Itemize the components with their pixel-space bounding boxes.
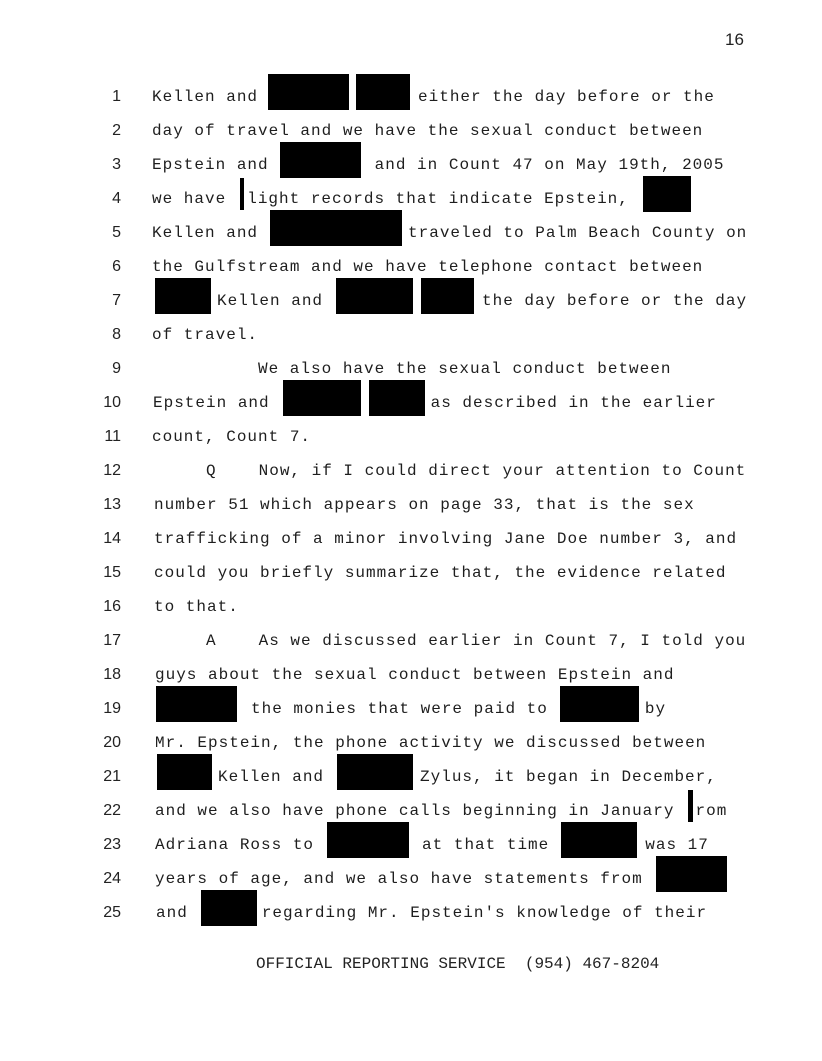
line-text-segment: years of age, and we also have statements from	[155, 870, 643, 888]
page-number: 16	[725, 30, 744, 49]
line-text	[152, 216, 747, 250]
transcript-line	[0, 488, 822, 522]
line-number: 8	[112, 326, 121, 343]
line-text-segment: Mr. Epstein, the phone activity we discussed between	[155, 734, 707, 752]
line-text-segment: Adriana Ross to	[155, 836, 315, 854]
line-text-segment: we have	[152, 190, 227, 208]
line-text	[152, 828, 709, 862]
line-text-segment: rom	[695, 802, 728, 820]
redaction-box	[201, 890, 257, 926]
transcript-line	[0, 692, 822, 726]
redaction-box	[356, 74, 410, 110]
redaction-box	[561, 822, 637, 858]
line-text	[152, 522, 737, 556]
transcript-line	[0, 760, 822, 794]
line-text	[152, 420, 311, 454]
transcript-line	[0, 80, 822, 114]
line-number: 13	[103, 496, 121, 513]
transcript-body	[0, 80, 822, 930]
line-text	[152, 556, 726, 590]
line-text-segment: regarding Mr. Epstein's knowledge of their	[261, 904, 708, 922]
line-text	[152, 896, 707, 930]
redaction-box	[157, 754, 212, 790]
line-text	[152, 726, 706, 760]
line-text-segment: at that time	[422, 836, 550, 854]
line-text-segment: guys about the sexual conduct between Epstein and	[155, 666, 675, 684]
line-text-segment: Kellen and	[217, 292, 324, 310]
redaction-box	[656, 856, 727, 892]
transcript-line	[0, 794, 822, 828]
line-text-segment: the day before or the day	[482, 292, 748, 310]
line-text-segment: Now, if I could direct your attention to Count	[258, 462, 747, 480]
line-number: 10	[103, 394, 121, 411]
line-text-segment: the monies that were paid to	[251, 700, 548, 718]
transcript-line	[0, 386, 822, 420]
speaker-label: Q	[206, 462, 217, 480]
line-number: 25	[103, 904, 121, 921]
redaction-bar	[240, 178, 244, 210]
redaction-box	[268, 74, 349, 110]
transcript-line	[0, 556, 822, 590]
line-text-segment: Epstein and	[152, 156, 269, 174]
line-number: 12	[103, 462, 121, 479]
redaction-box	[643, 176, 691, 212]
transcript-line	[0, 454, 822, 488]
line-text	[152, 760, 717, 794]
transcript-line	[0, 420, 822, 454]
line-text-segment: by	[644, 700, 667, 718]
transcript-line	[0, 284, 822, 318]
line-text-segment: count, Count 7.	[152, 428, 312, 446]
line-number: 21	[103, 768, 121, 785]
line-text-segment: As we discussed earlier in Count 7, I told you	[258, 632, 747, 650]
transcript-line	[0, 148, 822, 182]
speaker-label: A	[206, 632, 217, 650]
line-number: 9	[112, 360, 121, 377]
line-text-segment: as described in the earlier	[430, 394, 717, 412]
redaction-box	[369, 380, 425, 416]
line-text	[152, 454, 746, 488]
line-number: 4	[112, 190, 121, 207]
line-text-segment: of travel.	[152, 326, 259, 344]
line-text-segment: traveled to Palm Beach County on	[408, 224, 748, 242]
transcript-line	[0, 658, 822, 692]
line-text	[152, 590, 239, 624]
redaction-box	[155, 278, 211, 314]
line-text	[152, 794, 727, 828]
redaction-box	[421, 278, 474, 314]
line-text-segment: day of travel and we have the sexual conduct between	[152, 122, 704, 140]
line-text-segment: trafficking of a minor involving Jane Doe number 3, and	[154, 530, 738, 548]
transcript-line	[0, 114, 822, 148]
redaction-bar	[688, 790, 693, 822]
footer-reporting-service: OFFICIAL REPORTING SERVICE (954) 467-8204	[256, 955, 660, 973]
line-number: 20	[103, 734, 121, 751]
line-text	[152, 114, 703, 148]
transcript-line	[0, 522, 822, 556]
transcript-line	[0, 624, 822, 658]
transcript-line	[0, 318, 822, 352]
line-text-segment: could you briefly summarize that, the evidence related	[154, 564, 727, 582]
line-number: 5	[112, 224, 121, 241]
line-text	[152, 624, 746, 658]
line-text-segment: was 17	[645, 836, 709, 854]
line-number: 1	[112, 88, 121, 105]
line-number: 11	[104, 428, 121, 445]
redaction-box	[156, 686, 237, 722]
line-number: 3	[112, 156, 121, 173]
line-number: 14	[103, 530, 121, 547]
redaction-box	[337, 754, 413, 790]
line-number: 18	[103, 666, 121, 683]
transcript-line	[0, 182, 822, 216]
line-text	[152, 80, 715, 114]
line-number: 6	[112, 258, 121, 275]
line-text-segment: the Gulfstream and we have telephone contact between	[152, 258, 704, 276]
transcript-line	[0, 590, 822, 624]
line-text-segment: Kellen and	[218, 768, 325, 786]
line-number: 22	[103, 802, 121, 819]
redaction-box	[280, 142, 361, 178]
line-text	[152, 148, 724, 182]
redaction-box	[270, 210, 402, 246]
line-number: 16	[103, 598, 121, 615]
line-text-segment: light records that indicate Epstein,	[247, 190, 629, 208]
line-text	[152, 182, 691, 216]
redaction-box	[336, 278, 413, 314]
line-text-segment: number 51 which appears on page 33, that is the sex	[154, 496, 695, 514]
line-text	[152, 318, 258, 352]
line-number: 15	[103, 564, 121, 581]
line-text	[152, 488, 695, 522]
line-text-segment: either the day before or the	[418, 88, 715, 106]
line-text-segment: Kellen and	[152, 88, 259, 106]
line-text	[152, 284, 747, 318]
line-text-segment: Zylus, it began in December,	[420, 768, 717, 786]
line-number: 17	[103, 632, 121, 649]
transcript-line	[0, 862, 822, 896]
transcript-line	[0, 896, 822, 930]
line-text-segment: to that.	[154, 598, 239, 616]
redaction-box	[560, 686, 639, 722]
line-text-segment: Kellen and	[152, 224, 259, 242]
redaction-box	[283, 380, 361, 416]
transcript-line	[0, 216, 822, 250]
line-text-segment: We also have the sexual conduct between	[258, 360, 672, 378]
line-number: 2	[112, 122, 121, 139]
line-text-segment: Epstein and	[153, 394, 270, 412]
line-text	[152, 386, 717, 420]
line-number: 24	[103, 870, 121, 887]
line-text-segment: and	[156, 904, 188, 922]
line-text-segment: and in Count 47 on May 19th, 2005	[374, 156, 725, 174]
line-number: 19	[103, 700, 121, 717]
line-text-segment: and we also have phone calls beginning in January	[155, 802, 675, 820]
line-text	[152, 692, 666, 726]
line-number: 7	[112, 292, 121, 309]
redaction-box	[327, 822, 409, 858]
line-number: 23	[103, 836, 121, 853]
